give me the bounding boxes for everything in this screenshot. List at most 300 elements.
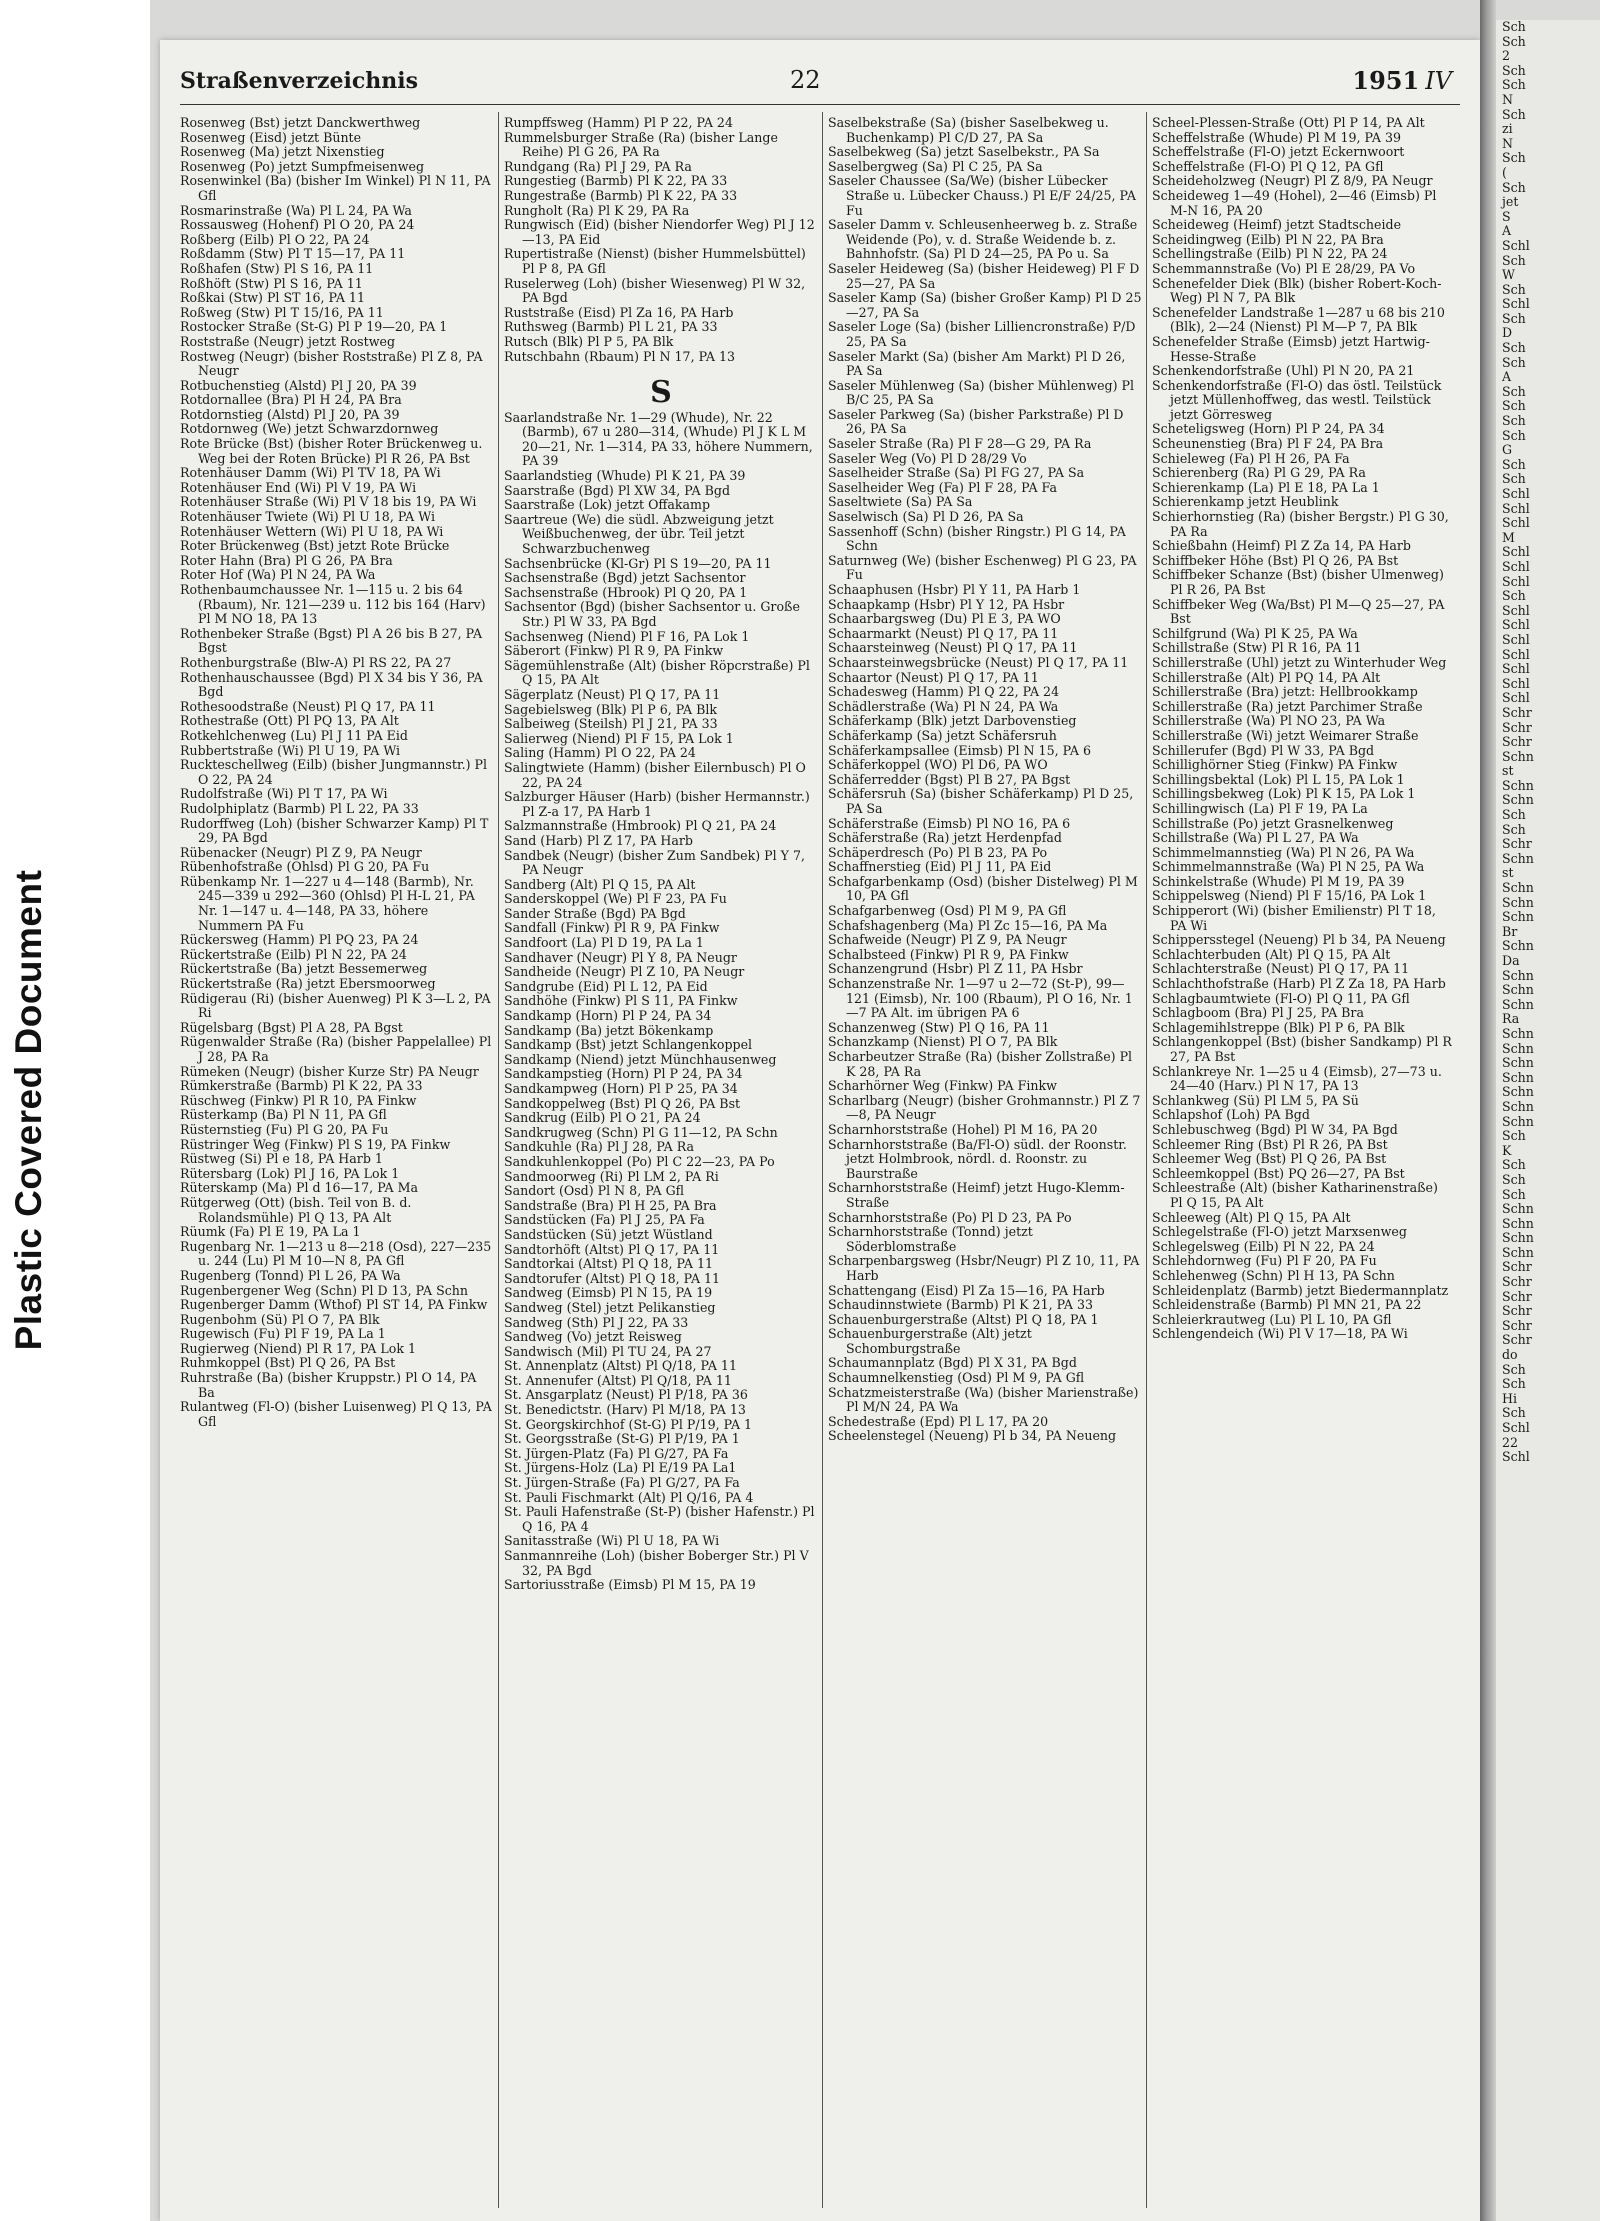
directory-entry: Schellingstraße (Eilb) Pl N 22, PA 24 xyxy=(1152,246,1388,262)
next-page-line: Schn xyxy=(1502,982,1534,998)
directory-entry: Schlapshof (Loh) PA Bgd xyxy=(1152,1107,1310,1123)
directory-entry: Schinkelstraße (Whude) Pl M 19, PA 39 xyxy=(1152,873,1405,889)
directory-entry: Sandkampstieg (Horn) Pl P 24, PA 34 xyxy=(504,1066,743,1082)
directory-entry: Scharbeutzer Straße (Ra) (bisher Zollstraße) Pl K 28, PA Ra xyxy=(828,1049,1133,1079)
side-label: Plastic Covered Document xyxy=(8,869,49,1351)
directory-entry: Sand (Harb) Pl Z 17, PA Harb xyxy=(504,832,693,848)
directory-entry: Schleeweg (Alt) Pl Q 15, PA Alt xyxy=(1152,1209,1351,1225)
directory-entry: Rummelsburger Straße (Ra) (bisher Lange Reihe) Pl G 26, PA Ra xyxy=(504,129,778,160)
directory-entry: Schaffnerstieg (Eid) Pl J 11, PA Eid xyxy=(828,859,1052,875)
next-page-line: Schn xyxy=(1502,1055,1534,1071)
directory-entry: St. Pauli Hafenstraße (St-P) (bisher Hafenstr.) Pl Q 16, PA 4 xyxy=(504,1504,815,1534)
next-page-line: Schn xyxy=(1502,777,1534,793)
directory-entry: Sandmoorweg (Ri) Pl LM 2, PA Ri xyxy=(504,1168,719,1184)
directory-entry: Scheffelstraße (Fl-O) Pl Q 12, PA Gfl xyxy=(1152,158,1384,174)
next-page-line: Schr xyxy=(1502,704,1532,720)
directory-entry: Schenefelder Landstraße 1—287 u 68 bis 210 (Blk), 2—24 (Nienst) Pl M—P 7, PA Blk xyxy=(1152,304,1445,335)
directory-entry: Schierhornstieg (Ra) (bisher Bergstr.) Pl G 30, PA Ra xyxy=(1152,509,1449,539)
next-page-line: Schl xyxy=(1502,544,1530,560)
directory-entry: Sandfoort (La) Pl D 19, PA La 1 xyxy=(504,935,704,951)
directory-entry: Scharnhorststraße (Po) Pl D 23, PA Po xyxy=(828,1209,1072,1225)
next-page-line: Sch xyxy=(1502,456,1526,472)
directory-entry: Schlachterstraße (Neust) Pl Q 17, PA 11 xyxy=(1152,961,1410,977)
directory-entry: Schierenkamp (La) Pl E 18, PA La 1 xyxy=(1152,479,1380,495)
directory-entry: Scheideholzweg (Neugr) Pl Z 8/9, PA Neugr xyxy=(1152,173,1433,189)
directory-entry: Sachsenstraße (Hbrook) Pl Q 20, PA 1 xyxy=(504,584,748,600)
next-page-line: Schn xyxy=(1502,1201,1534,1217)
directory-entry: Schilfgrund (Wa) Pl K 25, PA Wa xyxy=(1152,625,1358,641)
next-page-line: Schr xyxy=(1502,1332,1532,1348)
next-page-line: 2 xyxy=(1502,48,1511,64)
directory-entry: Rothestraße (Ott) Pl PQ 13, PA Alt xyxy=(180,713,399,729)
next-page-line: Sch xyxy=(1502,413,1526,429)
directory-entry: Saseler Chaussee (Sa/We) (bisher Lübecker Straße u. Lübecker Chauss.) Pl E/F 24/25, PA Fu xyxy=(828,173,1136,218)
directory-entry: Rostweg (Neugr) (bisher Roststraße) Pl Z 8, PA Neugr xyxy=(180,348,483,379)
directory-entry: Rugenberg (Tonnd) Pl L 26, PA Wa xyxy=(180,1267,401,1283)
next-page-line: Schn xyxy=(1502,1040,1534,1056)
directory-entry: Sandkamp (Niend) jetzt Münchhausenweg xyxy=(504,1051,777,1067)
next-page-line: Schl xyxy=(1502,558,1530,574)
directory-entry: Sandbek (Neugr) (bisher Zum Sandbek) Pl Y 7, PA Neugr xyxy=(504,847,806,878)
directory-entry: St. Jürgen-Platz (Fa) Pl G/27, PA Fa xyxy=(504,1445,729,1461)
next-page-line: Br xyxy=(1502,923,1518,939)
next-page-line: Schn xyxy=(1502,1230,1534,1246)
next-page-line: Sch xyxy=(1502,427,1526,443)
directory-entry: Schierenberg (Ra) Pl G 29, PA Ra xyxy=(1152,465,1366,481)
next-page-line: Schn xyxy=(1502,1025,1534,1041)
directory-entry: Schlankreye Nr. 1—25 u 4 (Eimsb), 27—73 u. 24—40 (Harv.) Pl N 17, PA 13 xyxy=(1152,1063,1442,1094)
directory-entry: Sandkamp (Horn) Pl P 24, PA 34 xyxy=(504,1008,712,1024)
next-page-line: Schn xyxy=(1502,748,1534,764)
directory-entry: Rungestieg (Barmb) Pl K 22, PA 33 xyxy=(504,173,728,189)
directory-entry: Schattengang (Eisd) Pl Za 15—16, PA Harb xyxy=(828,1282,1105,1298)
next-page-line: Sch xyxy=(1502,1171,1526,1187)
directory-entry: Rothenhauschaussee (Bgd) Pl X 34 bis Y 36, PA Bgd xyxy=(180,669,483,700)
next-page-line: Schl xyxy=(1502,486,1530,501)
directory-entry: Schafshagenberg (Ma) Pl Zc 15—16, PA Ma xyxy=(828,917,1108,933)
directory-entry: Roststraße (Neugr) jetzt Rostweg xyxy=(180,333,396,349)
directory-entry: St. Annenplatz (Altst) Pl Q/18, PA 11 xyxy=(504,1358,737,1374)
directory-entry: Schillighörner Stieg (Finkw) PA Finkw xyxy=(1152,757,1398,773)
directory-entry: Saselbekstraße (Sa) (bisher Saselbekweg u. Buchenkamp) Pl C/D 27, PA Sa xyxy=(828,116,1109,145)
directory-entry: Saseltwiete (Sa) PA Sa xyxy=(828,494,973,510)
directory-entry: Saselwisch (Sa) Pl D 26, PA Sa xyxy=(828,509,1024,525)
directory-entry: Salierweg (Niend) Pl F 15, PA Lok 1 xyxy=(504,730,734,746)
directory-entry: Schillstraße (Stw) Pl R 16, PA 11 xyxy=(1152,640,1362,656)
directory-entry: Rugenbarg Nr. 1—213 u 8—218 (Osd), 227—235 u. 244 (Lu) Pl M 10—N 8, PA Gfl xyxy=(180,1238,492,1269)
next-page-line: Sch xyxy=(1502,1361,1526,1377)
directory-entry: Saseler Damm v. Schleusenheerweg b. z. Straße Weidende (Po), v. d. Straße Weidende b. z. Bahnhofstr. (Sa) Pl D 24—25, PA Po u. Sa xyxy=(828,217,1138,262)
directory-entry: Rugewisch (Fu) Pl F 19, PA La 1 xyxy=(180,1326,386,1342)
next-page-line: Sch xyxy=(1502,1157,1526,1173)
directory-entry: Sandkamp (Bst) jetzt Schlangenkoppel xyxy=(504,1037,753,1053)
directory-entry: Scharpenbargsweg (Hsbr/Neugr) Pl Z 10, 11, PA Harb xyxy=(828,1253,1140,1283)
next-page-line: Sch xyxy=(1502,1405,1526,1421)
next-page-line: Da xyxy=(1502,953,1520,968)
directory-entry: Schäferstraße (Ra) jetzt Herdenpfad xyxy=(828,830,1062,846)
directory-entry: Rundgang (Ra) Pl J 29, PA Ra xyxy=(504,158,692,174)
directory-entry: Roßkai (Stw) Pl ST 16, PA 11 xyxy=(180,290,365,306)
next-page-line: Schr xyxy=(1502,719,1532,735)
directory-entry: Rüsterkamp (Ba) Pl N 11, PA Gfl xyxy=(180,1107,387,1123)
directory-entry: Sandkrugweg (Schn) Pl G 11—12, PA Schn xyxy=(504,1124,778,1140)
next-page-line: Sch xyxy=(1502,471,1526,487)
next-page-line: Sch xyxy=(1502,1186,1526,1202)
next-page-fragment xyxy=(1496,20,1600,2221)
directory-entry: Ruhmkoppel (Bst) Pl Q 26, PA Bst xyxy=(180,1355,396,1371)
directory-entry: Schäferkamp (Blk) jetzt Darbovenstieg xyxy=(828,713,1077,729)
directory-entry: Schiffbeker Höhe (Bst) Pl Q 26, PA Bst xyxy=(1152,552,1399,568)
next-page-line: Schn xyxy=(1502,880,1534,896)
directory-entry: Schleidenplatz (Barmb) jetzt Biedermannplatz xyxy=(1152,1282,1449,1298)
next-page-line: Schr xyxy=(1502,1303,1532,1319)
directory-entry: Schimmelmannstraße (Wa) Pl N 25, PA Wa xyxy=(1152,859,1425,875)
directory-entry: Sandkuhle (Ra) Pl J 28, PA Ra xyxy=(504,1139,695,1155)
directory-entry: Schauenburgerstraße (Altst) Pl Q 18, PA 1 xyxy=(828,1311,1099,1327)
directory-entry: Schleemer Weg (Bst) Pl Q 26, PA Bst xyxy=(1152,1151,1387,1167)
directory-entry: Saseler Heideweg (Sa) (bisher Heideweg) Pl F D 25—27, PA Sa xyxy=(828,260,1140,291)
next-page-line: Schl xyxy=(1502,573,1530,589)
directory-entry: Sandweg (Eimsb) Pl N 15, PA 19 xyxy=(504,1285,713,1301)
next-page-line: Sch xyxy=(1502,1376,1526,1392)
directory-entry: Rote Brücke (Bst) (bisher Roter Brückenweg u. Weg bei der Roten Brücke) Pl R 26, PA Bst xyxy=(180,436,483,466)
directory-entry: Rotbuchenstieg (Alstd) Pl J 20, PA 39 xyxy=(180,377,417,393)
directory-entry: Schenefelder Diek (Blk) (bisher Robert-Koch-Weg) Pl N 7, PA Blk xyxy=(1152,275,1442,306)
directory-entry: Schanzenstraße Nr. 1—97 u 2—72 (St-P), 99—121 (Eimsb), Nr. 100 (Rbaum), Pl O 16, Nr. 1—7 PA Alt. im übrigen PA 6 xyxy=(828,976,1133,1021)
next-page-line: M xyxy=(1502,529,1515,545)
next-page-line: Schl xyxy=(1502,237,1530,253)
directory-entry: Rugierweg (Niend) Pl R 17, PA Lok 1 xyxy=(180,1340,416,1356)
directory-entry: Roßweg (Stw) Pl T 15/16, PA 11 xyxy=(180,304,384,320)
directory-entry: Rotenhäuser Straße (Wi) Pl V 18 bis 19, PA Wi xyxy=(180,494,477,510)
next-page-line: G xyxy=(1502,442,1513,458)
year-text: 1951 xyxy=(1352,66,1420,95)
next-page-line: Schn xyxy=(1502,894,1534,910)
directory-entry: Sassenhoff (Schn) (bisher Ringstr.) Pl G 14, PA Schn xyxy=(828,523,1126,554)
next-page-line: Schr xyxy=(1502,1259,1532,1275)
directory-entry: Schleierkrautweg (Lu) Pl L 10, PA Gfl xyxy=(1152,1311,1392,1327)
next-page-line: Sch xyxy=(1502,821,1526,837)
directory-entry: Scharnhorststraße (Tonnd) jetzt Söderblomstraße xyxy=(828,1224,1033,1254)
side-strip xyxy=(0,0,150,2221)
directory-entry: Schafgarbenweg (Osd) Pl M 9, PA Gfl xyxy=(828,903,1067,919)
directory-entry: St. Jürgens-Holz (La) Pl E/19 PA La1 xyxy=(504,1460,737,1476)
page-gutter xyxy=(1480,0,1496,2221)
next-page-line: Schr xyxy=(1502,1288,1532,1304)
directory-entry: Sandkampweg (Horn) Pl P 25, PA 34 xyxy=(504,1081,738,1096)
next-page-line: Hi xyxy=(1502,1390,1518,1406)
directory-entry: Schillingsbektal (Lok) Pl L 15, PA Lok 1 xyxy=(1152,771,1405,787)
directory-entry: Rungestraße (Barmb) Pl K 22, PA 33 xyxy=(504,187,738,203)
directory-entry: Schlachterbuden (Alt) Pl Q 15, PA Alt xyxy=(1152,946,1391,962)
directory-entry: Ruhrstraße (Ba) (bisher Kruppstr.) Pl O 14, PA Ba xyxy=(180,1370,477,1400)
directory-entry: Schemmannstraße (Vo) Pl E 28/29, PA Vo xyxy=(1152,260,1416,276)
column-rule xyxy=(498,112,499,2208)
column-4 xyxy=(1152,116,1452,2206)
directory-entry: Rübenacker (Neugr) Pl Z 9, PA Neugr xyxy=(180,844,422,860)
directory-entry: Rossausweg (Hohenf) Pl O 20, PA 24 xyxy=(180,217,415,233)
directory-entry: Schaumnelkenstieg (Osd) Pl M 9, PA Gfl xyxy=(828,1370,1085,1386)
directory-entry: Schaarmarkt (Neust) Pl Q 17, PA 11 xyxy=(828,625,1059,641)
directory-entry: Sandkuhlenkoppel (Po) Pl C 22—23, PA Po xyxy=(504,1153,775,1169)
directory-entry: Sander Straße (Bgd) PA Bgd xyxy=(504,905,686,921)
letter-heading: S xyxy=(650,375,672,411)
directory-entry: Sachsenbrücke (Kl-Gr) Pl S 19—20, PA 11 xyxy=(504,555,772,571)
next-page-line: N xyxy=(1502,91,1514,107)
directory-entry: Rubbertstraße (Wi) Pl U 19, PA Wi xyxy=(180,742,401,758)
next-page-line: ( xyxy=(1502,164,1507,180)
directory-entry: Scharnhorststraße (Heimf) jetzt Hugo-Klemm-Straße xyxy=(828,1180,1125,1210)
directory-entry: Salzmannstraße (Hmbrook) Pl Q 21, PA 24 xyxy=(504,818,777,834)
next-page-line: Sch xyxy=(1502,252,1526,268)
next-page-line: S xyxy=(1502,208,1511,224)
directory-entry: Rosenwinkel (Ba) (bisher Im Winkel) Pl N 11, PA Gfl xyxy=(180,173,491,203)
next-page-line: Schl xyxy=(1502,602,1530,618)
directory-entry: Rugenbohm (Sü) Pl O 7, PA Blk xyxy=(180,1311,380,1327)
next-page-line: st xyxy=(1502,865,1514,881)
column-2-bottom xyxy=(504,411,818,1593)
directory-entry: Scharhörner Weg (Finkw) PA Finkw xyxy=(828,1078,1057,1094)
next-page-line: Sch xyxy=(1502,354,1526,370)
directory-entry: Scharnhorststraße (Hohel) Pl M 16, PA 20 xyxy=(828,1121,1098,1137)
directory-entry: Roter Brückenweg (Bst) jetzt Rote Brücke xyxy=(180,538,450,554)
next-page-line: Schn xyxy=(1502,792,1534,808)
next-page-line: Schl xyxy=(1502,617,1530,633)
directory-entry: Schaumannplatz (Bgd) Pl X 31, PA Bgd xyxy=(828,1355,1077,1371)
directory-entry: Schedestraße (Epd) Pl L 17, PA 20 xyxy=(828,1413,1049,1429)
directory-entry: Schillerstraße (Uhl) jetzt zu Winterhuder Weg xyxy=(1152,654,1447,670)
volume-roman: IV xyxy=(1425,67,1452,95)
directory-entry: Schäferkamp (Sa) jetzt Schäfersruh xyxy=(828,727,1057,743)
directory-entry: Rüschweg (Finkw) Pl R 10, PA Finkw xyxy=(180,1092,417,1108)
directory-entry: Salingtwiete (Hamm) (bisher Eilernbusch) Pl O 22, PA 24 xyxy=(504,759,806,790)
directory-entry: Schillerstraße (Bra) jetzt: Hellbrookkamp xyxy=(1152,684,1418,700)
directory-entry: Salzburger Häuser (Harb) (bisher Hermannstr.) Pl Z-a 17, PA Harb 1 xyxy=(504,789,810,819)
directory-entry: Saseler Kamp (Sa) (bisher Großer Kamp) Pl D 25—27, PA Sa xyxy=(828,290,1142,320)
next-page-line: Schl xyxy=(1502,1449,1530,1465)
directory-entry: Sartoriusstraße (Eimsb) Pl M 15, PA 19 xyxy=(504,1577,756,1593)
directory-entry: Rückersweg (Hamm) Pl PQ 23, PA 24 xyxy=(180,932,419,948)
directory-entry: Saarstraße (Lok) jetzt Offakamp xyxy=(504,497,711,513)
directory-entry: Rügelsbarg (Bgst) Pl A 28, PA Bgst xyxy=(180,1019,403,1035)
directory-entry: Schaudinnstwiete (Barmb) Pl K 21, PA 33 xyxy=(828,1297,1094,1313)
directory-entry: Rosenweg (Bst) jetzt Danckwerthweg xyxy=(180,116,421,130)
directory-entry: Roter Hof (Wa) Pl N 24, PA Wa xyxy=(180,567,376,583)
next-page-line: Sch xyxy=(1502,62,1526,78)
directory-entry: Schießbahn (Heimf) Pl Z Za 14, PA Harb xyxy=(1152,538,1411,554)
directory-entry: Saselheider Straße (Sa) Pl FG 27, PA Sa xyxy=(828,465,1085,481)
directory-entry: Scheideweg 1—49 (Hohel), 2—46 (Eimsb) Pl M-N 16, PA 20 xyxy=(1152,187,1437,218)
directory-entry: Sandkamp (Ba) jetzt Bökenkamp xyxy=(504,1022,714,1038)
directory-entry: Schippelsweg (Niend) Pl F 15/16, PA Lok 1 xyxy=(1152,888,1427,904)
directory-entry: St. Benedictstr. (Harv) Pl M/18, PA 13 xyxy=(504,1402,746,1418)
directory-entry: Scheel-Plessen-Straße (Ott) Pl P 14, PA Alt xyxy=(1152,116,1425,130)
next-page-line: 22 xyxy=(1502,1434,1519,1450)
next-page-line: jet xyxy=(1502,194,1519,210)
directory-entry: Rupertistraße (Nienst) (bisher Hummelsbüttel) Pl P 8, PA Gfl xyxy=(504,246,806,276)
directory-entry: Sandfall (Finkw) Pl R 9, PA Finkw xyxy=(504,920,720,936)
directory-entry: Rumpffsweg (Hamm) Pl P 22, PA 24 xyxy=(504,116,733,130)
directory-entry: Rotenhäuser Damm (Wi) Pl TV 18, PA Wi xyxy=(180,465,441,481)
document-page xyxy=(160,40,1480,2221)
next-page-line: Sch xyxy=(1502,281,1526,297)
directory-entry: Rotkehlchenweg (Lu) Pl J 11 PA Eid xyxy=(180,727,408,743)
directory-entry: Rungholt (Ra) Pl K 29, PA Ra xyxy=(504,202,690,218)
next-page-line: Schr xyxy=(1502,734,1532,750)
directory-entry: Schipperort (Wi) (bisher Emilienstr) Pl T 18, PA Wi xyxy=(1152,903,1436,933)
directory-entry: Saseler Weg (Vo) Pl D 28/29 Vo xyxy=(828,450,1027,466)
directory-entry: Rugenbergener Weg (Schn) Pl D 13, PA Schn xyxy=(180,1282,468,1298)
directory-entry: Sandhöhe (Finkw) Pl S 11, PA Finkw xyxy=(504,993,738,1009)
directory-entry: Rugenberger Damm (Wthof) Pl ST 14, PA Finkw xyxy=(180,1297,488,1313)
next-page-line: do xyxy=(1502,1347,1518,1363)
next-page-line: Sch xyxy=(1502,150,1526,166)
directory-entry: Schalbsteed (Finkw) Pl R 9, PA Finkw xyxy=(828,946,1069,962)
directory-entry: Roßberg (Eilb) Pl O 22, PA 24 xyxy=(180,231,370,247)
directory-entry: Saarlandstraße Nr. 1—29 (Whude), Nr. 22 (Barmb), 67 u 280—314, (Whude) Pl J K L M 20—21, Nr. 1—314, PA 33, höhere Nummern, PA 39 xyxy=(504,409,813,469)
directory-entry: Schenkendorfstraße (Fl-O) das östl. Teilstück jetzt Müllenhoffweg, das westl. Teilstück jetzt Görresweg xyxy=(1152,377,1442,422)
directory-entry: Scheideweg (Heimf) jetzt Stadtscheide xyxy=(1152,217,1402,233)
directory-entry: Sanmannreihe (Loh) (bisher Boberger Str.) Pl V 32, PA Bgd xyxy=(504,1548,809,1578)
directory-entry: Rotdornallee (Bra) Pl H 24, PA Bra xyxy=(180,392,402,408)
directory-entry: Rotdornstieg (Alstd) Pl J 20, PA 39 xyxy=(180,406,400,422)
directory-entry: Sachsentor (Bgd) (bisher Sachsentor u. Große Str.) Pl W 33, PA Bgd xyxy=(504,599,800,629)
directory-entry: Rübenhofstraße (Ohlsd) Pl G 20, PA Fu xyxy=(180,859,430,875)
directory-entry: Rübenkamp Nr. 1—227 u 4—148 (Barmb), Nr. 245—339 u 292—360 (Ohlsd) Pl H-L 21, PA Nr. 1—147 u. 4—148, PA 33, höhere Nummern PA Fu xyxy=(180,873,475,933)
directory-entry: Rotenhäuser Twiete (Wi) Pl U 18, PA Wi xyxy=(180,509,435,525)
directory-entry: Saling (Hamm) Pl O 22, PA 24 xyxy=(504,745,696,761)
directory-entry: Schlachthofstraße (Harb) Pl Z Za 18, PA Harb xyxy=(1152,976,1446,992)
next-page-line: A xyxy=(1502,223,1512,239)
directory-entry: Schaartor (Neust) Pl Q 17, PA 11 xyxy=(828,669,1039,685)
next-page-line: Schr xyxy=(1502,836,1532,852)
directory-entry: Ruststraße (Eisd) Pl Za 16, PA Harb xyxy=(504,304,734,320)
next-page-line: Schn xyxy=(1502,938,1534,954)
directory-entry: Sandweg (Sth) Pl J 22, PA 33 xyxy=(504,1314,689,1330)
directory-entry: Schäferstraße (Eimsb) Pl NO 16, PA 6 xyxy=(828,815,1071,831)
directory-entry: Schäfersruh (Sa) (bisher Schäferkamp) Pl D 25, PA Sa xyxy=(828,786,1134,816)
directory-entry: Schaarsteinweg (Neust) Pl Q 17, PA 11 xyxy=(828,640,1078,656)
next-page-line: N xyxy=(1502,135,1514,151)
directory-entry: Rosenweg (Eisd) jetzt Bünte xyxy=(180,129,362,145)
directory-entry: Sachsenstraße (Bgd) jetzt Sachsentor xyxy=(504,570,746,586)
directory-entry: Sägerplatz (Neust) Pl Q 17, PA 11 xyxy=(504,686,721,702)
directory-entry: Schillerstraße (Wa) Pl NO 23, PA Wa xyxy=(1152,713,1386,729)
directory-entry: Sandwisch (Mil) Pl TU 24, PA 27 xyxy=(504,1343,712,1359)
directory-entry: Scheidingweg (Eilb) Pl N 22, PA Bra xyxy=(1152,231,1384,247)
directory-entry: Saselbekweg (Sa) jetzt Saselbekstr., PA Sa xyxy=(828,144,1100,160)
next-page-line: Schr xyxy=(1502,1317,1532,1333)
directory-entry: Schillingwisch (La) Pl F 19, PA La xyxy=(1152,800,1368,816)
directory-entry: St. Georgsstraße (St-G) Pl P/19, PA 1 xyxy=(504,1431,740,1447)
directory-entry: Scharlbarg (Neugr) (bisher Grohmannstr.) Pl Z 7—8, PA Neugr xyxy=(828,1092,1141,1123)
directory-entry: Schlankweg (Sü) Pl LM 5, PA Sü xyxy=(1152,1092,1359,1108)
directory-entry: Saarstraße (Bgd) Pl XW 34, PA Bgd xyxy=(504,482,731,498)
next-page-line: Schl xyxy=(1502,631,1530,647)
directory-entry: Rutsch (Blk) Pl P 5, PA Blk xyxy=(504,333,674,349)
directory-entry: Rudolfstraße (Wi) Pl T 17, PA Wi xyxy=(180,786,388,802)
directory-entry: Saseler Loge (Sa) (bisher Lilliencronstraße) P/D 25, PA Sa xyxy=(828,319,1136,349)
directory-entry: Schippersstegel (Neueng) Pl b 34, PA Neueng xyxy=(1152,932,1446,948)
directory-entry: Schlengendeich (Wi) Pl V 17—18, PA Wi xyxy=(1152,1326,1408,1342)
column-3 xyxy=(828,116,1142,2206)
directory-entry: Säberort (Finkw) Pl R 9, PA Finkw xyxy=(504,643,724,659)
directory-entry: Sandstücken (Sü) jetzt Wüstland xyxy=(504,1226,713,1242)
next-page-line: K xyxy=(1502,1142,1512,1158)
directory-entry: Schäferredder (Bgst) Pl B 27, PA Bgst xyxy=(828,771,1071,787)
directory-entry: Ruthsweg (Barmb) Pl L 21, PA 33 xyxy=(504,319,718,335)
directory-entry: St. Jürgen-Straße (Fa) Pl G/27, PA Fa xyxy=(504,1475,740,1491)
directory-entry: Schlagemihlstreppe (Blk) Pl P 6, PA Blk xyxy=(1152,1019,1405,1035)
directory-entry: Rütersbarg (Lok) Pl J 16, PA Lok 1 xyxy=(180,1165,400,1181)
next-page-line: Sch xyxy=(1502,807,1526,823)
directory-entry: Schaapkamp (Hsbr) Pl Y 12, PA Hsbr xyxy=(828,596,1065,612)
next-page-line: Schn xyxy=(1502,1069,1534,1085)
directory-entry: Saselheider Weg (Fa) Pl F 28, PA Fa xyxy=(828,479,1057,495)
directory-entry: Sandtorhöft (Altst) Pl Q 17, PA 11 xyxy=(504,1241,720,1257)
directory-entry: Schanzkamp (Nienst) Pl O 7, PA Blk xyxy=(828,1034,1058,1050)
directory-entry: Schierenkamp jetzt Heublink xyxy=(1152,494,1339,510)
next-page-line: Sch xyxy=(1502,310,1526,326)
next-page-line: Schn xyxy=(1502,1215,1534,1231)
directory-entry: Rüstweg (Si) Pl e 18, PA Harb 1 xyxy=(180,1151,383,1167)
directory-entry: Rostocker Straße (St-G) Pl P 19—20, PA 1 xyxy=(180,319,448,335)
directory-entry: Scheunenstieg (Bra) Pl F 24, PA Bra xyxy=(1152,436,1384,452)
directory-entry: Schaarsteinwegsbrücke (Neust) Pl Q 17, PA 11 xyxy=(828,654,1129,670)
directory-entry: Schillerstraße (Alt) Pl PQ 14, PA Alt xyxy=(1152,669,1381,685)
column-rule xyxy=(1146,112,1147,2208)
directory-entry: Scheffelstraße (Whude) Pl M 19, PA 39 xyxy=(1152,129,1401,145)
directory-entry: Rütgerweg (Ott) (bish. Teil von B. d. Rolandsmühle) Pl Q 13, PA Alt xyxy=(180,1194,412,1225)
directory-entry: Scheffelstraße (Fl-O) jetzt Eckernwoort xyxy=(1152,144,1405,160)
next-page-line: Sch xyxy=(1502,340,1526,356)
column-2 xyxy=(504,116,818,2206)
directory-entry: Sandtorufer (Altst) Pl Q 18, PA 11 xyxy=(504,1270,721,1286)
next-page-line: Schn xyxy=(1502,850,1534,866)
directory-entry: Rümeken (Neugr) (bisher Kurze Str) PA Neugr xyxy=(180,1063,479,1079)
directory-entry: Saseler Mühlenweg (Sa) (bisher Mühlenweg) Pl B/C 25, PA Sa xyxy=(828,377,1135,408)
directory-entry: Schiffbeker Schanze (Bst) (bisher Ulmenweg) Pl R 26, PA Bst xyxy=(1152,567,1444,597)
directory-entry: Rothenbeker Straße (Bgst) Pl A 26 bis B 27, PA Bgst xyxy=(180,625,483,656)
directory-entry: Roßhafen (Stw) Pl S 16, PA 11 xyxy=(180,260,374,276)
directory-entry: Saselbergweg (Sa) Pl C 25, PA Sa xyxy=(828,158,1043,174)
directory-entry: Sandkoppelweg (Bst) Pl Q 26, PA Bst xyxy=(504,1095,741,1111)
column-1 xyxy=(180,116,494,2206)
directory-entry: Schäferkampsallee (Eimsb) Pl N 15, PA 6 xyxy=(828,742,1092,758)
directory-entry: Schimmelmannstieg (Wa) Pl N 26, PA Wa xyxy=(1152,844,1415,860)
next-page-line: W xyxy=(1502,267,1515,283)
next-page-line: Schn xyxy=(1502,1113,1534,1129)
next-page-line: Sch xyxy=(1502,398,1526,414)
page-header xyxy=(180,64,1460,105)
column-2-top xyxy=(504,116,818,364)
directory-entry: Schiffbeker Weg (Wa/Bst) Pl M—Q 25—27, PA Bst xyxy=(1152,596,1445,627)
directory-entry: Schleemer Ring (Bst) Pl R 26, PA Bst xyxy=(1152,1136,1388,1152)
directory-entry: Rüdigerau (Ri) (bisher Auenweg) Pl K 3—L 2, PA Ri xyxy=(180,990,491,1021)
directory-entry: Rüumk (Fa) Pl E 19, PA La 1 xyxy=(180,1224,361,1240)
directory-entry: Schenefelder Straße (Eimsb) jetzt Hartwig-Hesse-Straße xyxy=(1152,333,1430,364)
directory-entry: Saarlandstieg (Whude) Pl K 21, PA 39 xyxy=(504,468,746,484)
directory-entry: Schäferkoppel (WO) Pl D6, PA WO xyxy=(828,757,1048,773)
directory-entry: Salbeiweg (Steilsh) Pl J 21, PA 33 xyxy=(504,716,718,732)
directory-entry: Sandgrube (Eid) Pl L 12, PA Eid xyxy=(504,978,708,994)
directory-entry: Schillstraße (Po) jetzt Grasnelkenweg xyxy=(1152,815,1394,831)
directory-entry: Schillingsbekweg (Lok) Pl K 15, PA Lok 1 xyxy=(1152,786,1416,802)
directory-entry: Rüsternstieg (Fu) Pl G 20, PA Fu xyxy=(180,1121,389,1137)
directory-entry: Sagebielsweg (Blk) Pl P 6, PA Blk xyxy=(504,701,718,717)
next-page-line: Ra xyxy=(1502,1011,1520,1027)
directory-entry: Schleestraße (Alt) (bisher Katharinenstraße) Pl Q 15, PA Alt xyxy=(1152,1180,1438,1210)
